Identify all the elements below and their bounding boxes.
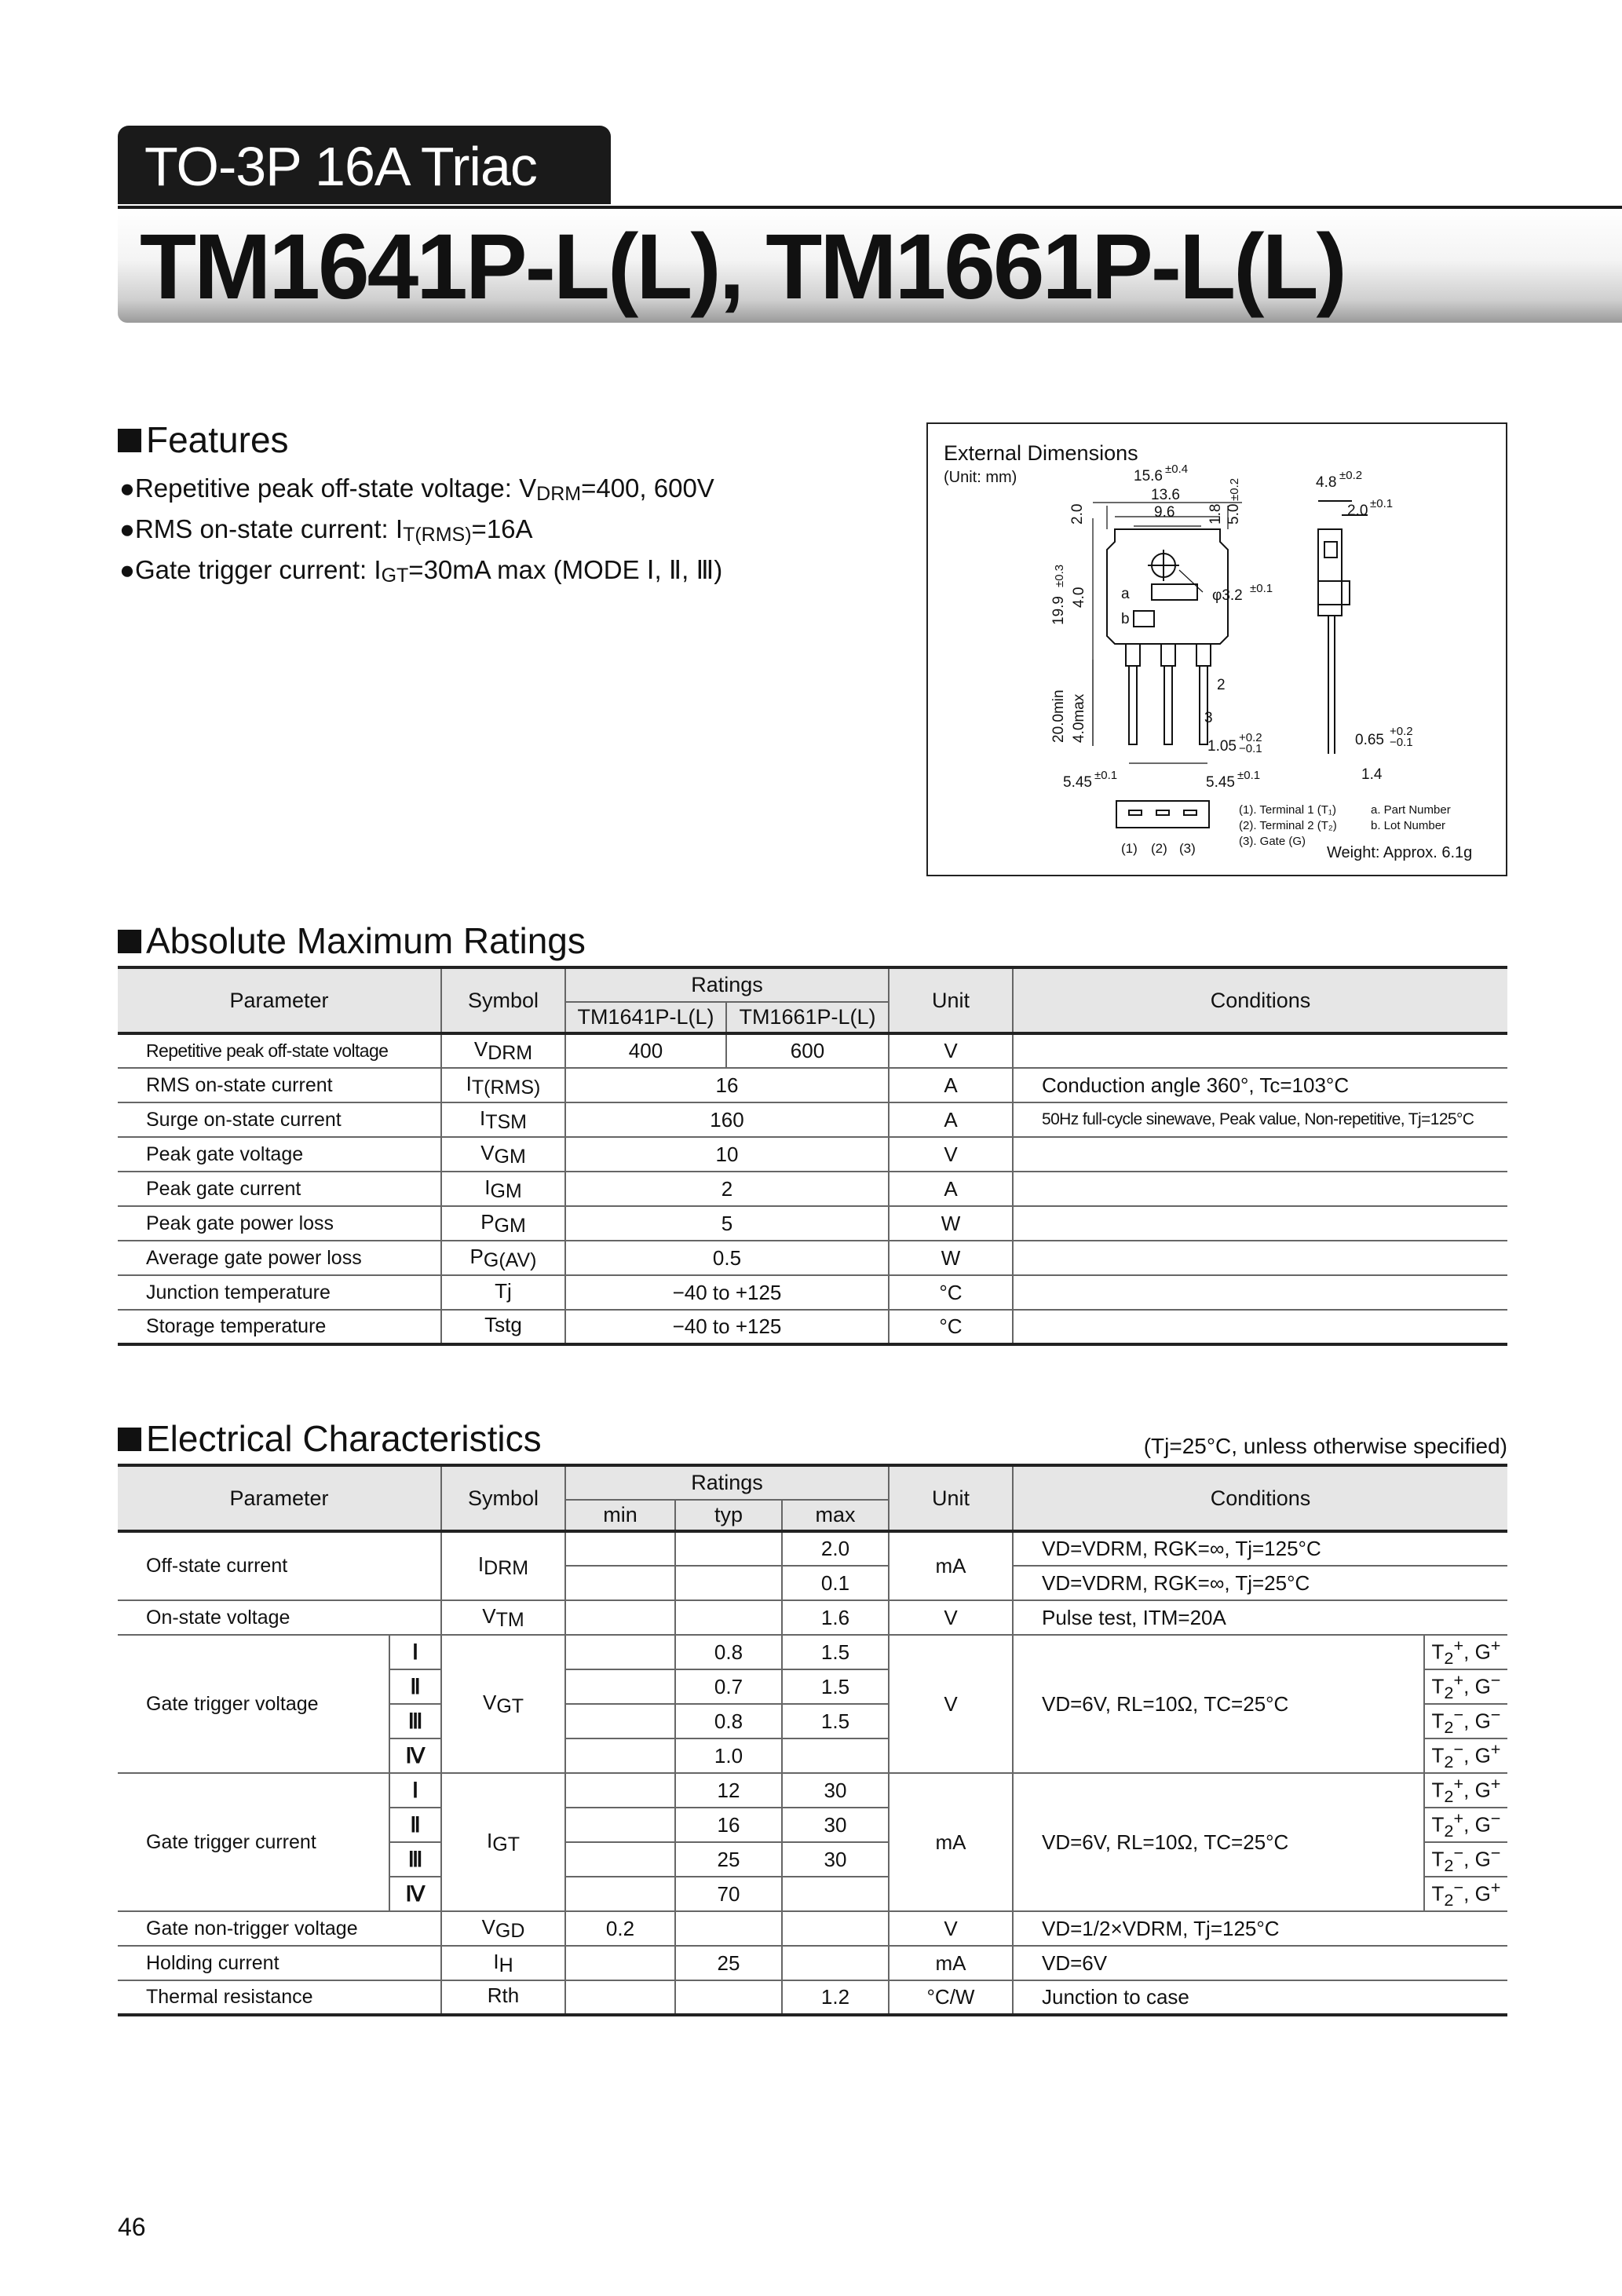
feature-item: ●Gate trigger current: IGT=30mA max (MODE Ⅰ, Ⅱ, Ⅲ) — [119, 555, 723, 587]
svg-text:±0.1: ±0.1 — [1094, 769, 1118, 782]
quadrant-cell: $T_2^-$, G+ — [1424, 1877, 1507, 1911]
svg-text:±0.1: ±0.1 — [1237, 769, 1261, 782]
table-row: Ⅳ 70 $T_2^-$, G+ — [118, 1877, 1507, 1911]
svg-text:2: 2 — [1217, 677, 1226, 693]
table-row: Ⅳ 1.0 $T_2^-$, G+ — [118, 1738, 1507, 1773]
svg-text:1.8: 1.8 — [1207, 503, 1224, 525]
elec-note: (Tj=25°C, unless otherwise specified) — [1143, 1434, 1507, 1458]
quadrant-cell: $T_2^+$, G− — [1424, 1808, 1507, 1842]
col-parameter: Parameter — [118, 967, 441, 1033]
svg-text:φ3.2: φ3.2 — [1212, 587, 1243, 604]
svg-text:−0.1: −0.1 — [1390, 736, 1413, 749]
svg-text:+0.2: +0.2 — [1239, 731, 1262, 744]
bullet-square-icon — [118, 429, 141, 452]
svg-text:b. Lot Number: b. Lot Number — [1371, 819, 1446, 832]
svg-text:3: 3 — [1204, 710, 1213, 726]
quadrant-cell: $T_2^+$, G− — [1424, 1669, 1507, 1704]
table-row: Thermal resistance Rth 1.2 °C/W Junction to case — [118, 1980, 1507, 2015]
table-row: Ⅲ 0.8 1.5 $T_2^-$, G− — [118, 1704, 1507, 1738]
col-ratings: Ratings — [565, 967, 889, 1002]
col-conditions: Conditions — [1013, 967, 1507, 1033]
quadrant-cell: $T_2^-$, G− — [1424, 1704, 1507, 1738]
svg-text:(2): (2) — [1151, 841, 1167, 856]
table-row: Peak gate voltage VGM 10 V — [118, 1137, 1507, 1172]
table-row: Storage temperature Tstg −40 to +125 °C — [118, 1310, 1507, 1344]
table-row: Holding current IH 25 mA VD=6V — [118, 1946, 1507, 1980]
table-row: Peak gate power loss PGM 5 W — [118, 1206, 1507, 1241]
table-row: Surge on-state current ITSM 160 A 50Hz full-cycle sinewave, Peak value, Non-repetitive, Tj=125°C — [118, 1102, 1507, 1137]
table-row: Peak gate current IGM 2 A — [118, 1172, 1507, 1206]
table-row: Ⅲ 25 30 $T_2^-$, G− — [118, 1842, 1507, 1877]
quadrant-cell: $T_2^-$, G− — [1424, 1842, 1507, 1877]
svg-text:2.0: 2.0 — [1347, 503, 1368, 519]
col-min: min — [565, 1500, 675, 1531]
svg-text:5.0: 5.0 — [1226, 503, 1242, 525]
table-row: Gate non-trigger voltage VGD 0.2 V VD=1/2×VDRM, Tj=125°C — [118, 1911, 1507, 1946]
svg-text:5.45: 5.45 — [1063, 774, 1092, 791]
table-row: On-state voltage VTM 1.6 V Pulse test, ITM=20A — [118, 1600, 1507, 1635]
svg-text:5.45: 5.45 — [1206, 774, 1235, 791]
abs-max-table — [118, 966, 1507, 1346]
bullet-square-icon — [118, 1428, 141, 1451]
col-model-2: TM1661P-L(L) — [726, 1002, 889, 1033]
package-bottom-view — [1116, 801, 1209, 828]
svg-text:±0.1: ±0.1 — [1370, 497, 1394, 510]
table-row: Off-state current IDRM 2.0 mA VD=VDRM, RGK=∞, Tj=125°C — [118, 1531, 1507, 1566]
svg-text:a: a — [1121, 586, 1130, 602]
col-max: max — [782, 1500, 889, 1531]
quadrant-cell: $T_2^+$, G+ — [1424, 1773, 1507, 1808]
svg-text:20.0min: 20.0min — [1050, 689, 1067, 743]
table-row: RMS on-state current IT(RMS) 16 A Conduction angle 360°, Tc=103°C — [118, 1068, 1507, 1102]
page-title: TM1641P-L(L), TM1661P-L(L) — [140, 215, 1345, 319]
svg-text:4.8: 4.8 — [1316, 474, 1337, 491]
col-symbol: Symbol — [441, 967, 565, 1033]
col-parameter: Parameter — [118, 1465, 441, 1531]
page-number: 46 — [118, 2213, 146, 2241]
col-conditions: Conditions — [1013, 1465, 1507, 1531]
bullet-square-icon — [118, 930, 141, 953]
svg-text:4.0max: 4.0max — [1071, 693, 1087, 743]
dim-unit: (Unit: mm) — [944, 469, 1017, 486]
col-symbol: Symbol — [441, 1465, 565, 1531]
svg-text:19.9: 19.9 — [1050, 596, 1067, 625]
table-row: Ⅱ 0.7 1.5 $T_2^+$, G− — [118, 1669, 1507, 1704]
svg-text:0.65: 0.65 — [1355, 732, 1384, 748]
external-dimensions-box — [926, 422, 1507, 876]
package-side-view — [1318, 501, 1368, 754]
svg-text:b: b — [1121, 611, 1130, 627]
features-heading: Features — [118, 418, 289, 462]
svg-text:(1): (1) — [1121, 841, 1138, 856]
table-row: Junction temperature Tj −40 to +125 °C — [118, 1275, 1507, 1310]
svg-text:±0.3: ±0.3 — [1053, 564, 1066, 587]
svg-text:13.6: 13.6 — [1151, 487, 1180, 503]
col-ratings: Ratings — [565, 1465, 889, 1500]
svg-text:(1). Terminal 1 (T₁): (1). Terminal 1 (T₁) — [1239, 803, 1336, 817]
table-row: Gate trigger current Ⅰ IGT 12 30 mA VD=6V, RL=10Ω, TC=25°C $T_2^+$, G+ — [118, 1773, 1507, 1808]
svg-text:9.6: 9.6 — [1154, 504, 1175, 521]
col-unit: Unit — [889, 967, 1013, 1033]
table-row: Ⅱ 16 30 $T_2^+$, G− — [118, 1808, 1507, 1842]
col-typ: typ — [675, 1500, 782, 1531]
svg-text:15.6: 15.6 — [1134, 468, 1163, 484]
svg-text:±0.2: ±0.2 — [1228, 477, 1241, 501]
svg-text:2.0: 2.0 — [1069, 503, 1086, 525]
table-row: Gate trigger voltage Ⅰ VGT 0.8 1.5 V VD=6V, RL=10Ω, TC=25°C $T_2^+$, G+ — [118, 1635, 1507, 1669]
svg-text:±0.4: ±0.4 — [1165, 462, 1189, 476]
table-row: Average gate power loss PG(AV) 0.5 W — [118, 1241, 1507, 1275]
feature-item: ●Repetitive peak off-state voltage: VDRM=400, 600V — [119, 473, 714, 505]
dimension-labels — [1050, 462, 1472, 861]
svg-text:−0.1: −0.1 — [1239, 742, 1262, 755]
feature-item: ●RMS on-state current: IT(RMS)=16A — [119, 514, 533, 546]
svg-text:+0.2: +0.2 — [1390, 725, 1413, 738]
dim-title: External Dimensions — [944, 441, 1138, 465]
elec-table — [118, 1464, 1507, 2016]
table-row: 0.1 VD=VDRM, RGK=∞, Tj=25°C — [118, 1566, 1507, 1600]
svg-text:(2). Terminal 2 (T₂): (2). Terminal 2 (T₂) — [1239, 819, 1337, 832]
elec-heading: Electrical Characteristics — [118, 1417, 542, 1461]
svg-text:(3): (3) — [1179, 841, 1196, 856]
table-row: Repetitive peak off-state voltage VDRM 400 600 V — [118, 1033, 1507, 1068]
svg-text:±0.1: ±0.1 — [1250, 582, 1273, 595]
col-unit: Unit — [889, 1465, 1013, 1531]
abs-max-heading: Absolute Maximum Ratings — [118, 919, 586, 963]
svg-text:a. Part Number: a. Part Number — [1371, 803, 1451, 817]
svg-text:±0.2: ±0.2 — [1339, 469, 1363, 482]
svg-text:1.05: 1.05 — [1207, 738, 1237, 755]
series-tab: TO-3P 16A Triac — [118, 126, 611, 204]
package-drawing — [928, 424, 1506, 875]
svg-text:4.0: 4.0 — [1071, 587, 1087, 608]
col-model-1: TM1641P-L(L) — [565, 1002, 726, 1033]
svg-text:Weight: Approx. 6.1g: Weight: Approx. 6.1g — [1327, 844, 1473, 861]
svg-text:(3). Gate (G): (3). Gate (G) — [1239, 835, 1306, 848]
quadrant-cell: $T_2^-$, G+ — [1424, 1738, 1507, 1773]
quadrant-cell: $T_2^+$, G+ — [1424, 1635, 1507, 1669]
svg-text:1.4: 1.4 — [1361, 766, 1383, 783]
